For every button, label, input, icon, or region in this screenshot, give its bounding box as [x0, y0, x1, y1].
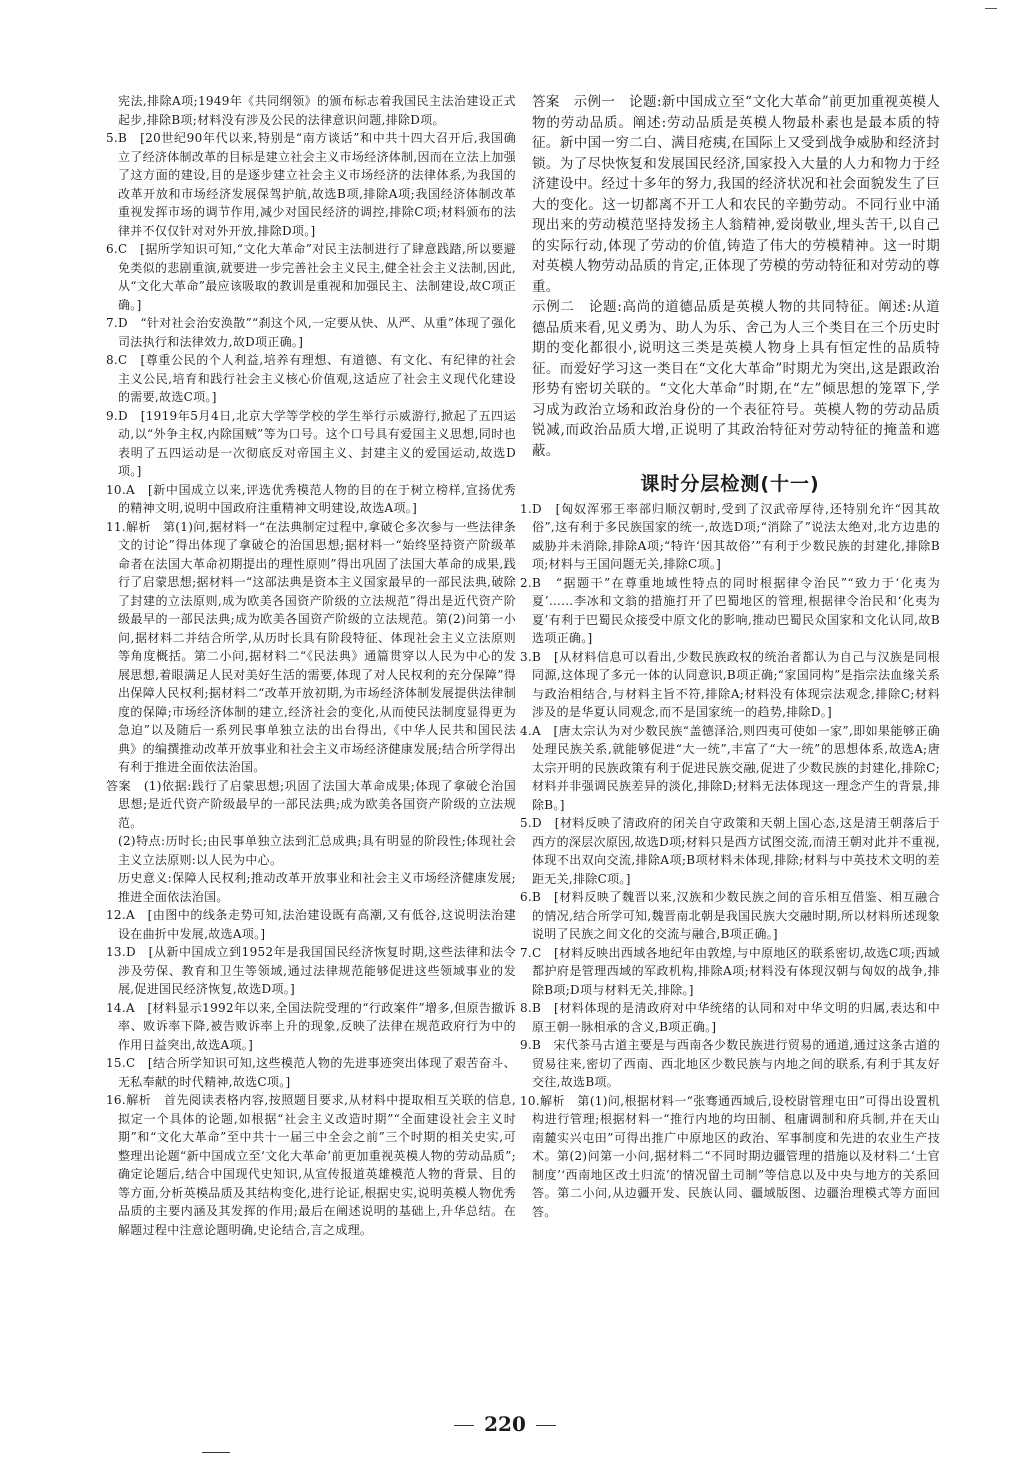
right-top-paragraph: 示例二 论题:高尚的道德品质是英模人物的共同特征。阐述:从道德品质来看,见义勇为、助人为乐、舍己为人三个类目在三个历史时期的变化都很小,说明这三类是英模人物身上具有恒定性的品质特征。而爱好学习这一类目在“文化大革命”时期尤为突出,这是跟政治形势有密切关联的。“文化大革命”时期,在“左”倾思想的笼罩下,学习成为政治立场和政治身份的一个表征符号。英模人物的劳动品质锐减,而政治品质大增,正说明了其政治特征对劳动特征的掩盖和遮蔽。 [532, 299, 940, 459]
footer-mark [202, 1452, 230, 1453]
right-paragraph: 3.B [从材料信息可以看出,少数民族政权的统治者都认为自己与汉族是同根同源,这体现了多元一体的认同意识,B项正确;“家国同构”是指宗法血缘关系与政治相结合,与材料主旨不符,排除A;材料没有体现宗法观念,排除C;材料涉及的是华夏认同观念,而不是国家统一的趋势,排除D。] [520, 649, 940, 719]
section-title: 课时分层检测(十一) [640, 473, 820, 495]
left-paragraph: 13.D [从新中国成立到1952年是我国国民经济恢复时期,这些法律和法令涉及劳保、教育和卫生等领域,通过法律规范能够促进这些领域事业的发展,促进国民经济恢复,故选D项。] [106, 945, 516, 996]
right-questions-block [520, 500, 940, 1222]
right-paragraph: 1.D [匈奴浑邪王率部归顺汉朝时,受到了汉武帝厚待,还特别允许“因其故俗”,这有利于多民族国家的统一,故选D项;“消除了”说法太绝对,北方边患的威胁并未消除,排除A项;“特许‘因其故俗’”有利于少数民族的封建化,排除B项;材料与王国问题无关,排除C项。] [520, 501, 940, 571]
page-number-text: 220 [484, 1412, 526, 1436]
left-paragraph: 历史意义:保障人民权利;推动改革开放事业和社会主义市场经济健康发展;推进全面依法治国。 [118, 871, 516, 904]
left-paragraph: (2)特点:历时长;由民事单独立法到汇总成典;具有明显的阶段性;体现社会主义立法原则:以人民为中心。 [118, 834, 516, 867]
left-paragraph: 7.D “针对社会治安涣散”“刹这个风,一定要从快、从严、从重”体现了强化司法执行和法律效力,故D项正确。] [106, 316, 516, 349]
left-paragraph: 5.B [20世纪90年代以来,特别是“南方谈话”和中共十四大召开后,我国确立了经济体制改革的目标是建立社会主义市场经济体制,因而在立法上加强了这方面的建设,目的是逐步建立社会主义市场经济的法律体系,为我国的改革开放和市场经济发展保驾护航,故选B项,排除A项;我国经济体制改革重视发挥市场的调节作用,减少对国民经济的调控,排除C项;材料颁布的法律并不仅仅针对对外开放,排除D项。] [106, 131, 516, 238]
left-paragraph: 15.C [结合所学知识可知,这些模范人物的先进事迹突出体现了艰苦奋斗、无私奉献的时代精神,故选C项。] [106, 1056, 516, 1089]
left-paragraph: 宪法,排除A项;1949年《共同纲领》的颁布标志着我国民主法治建设正式起步,排除B项;材料没有涉及公民的法律意识问题,排除D项。 [118, 94, 516, 127]
page-number [0, 1412, 1010, 1436]
left-paragraph: 12.A [由图中的线条走势可知,法治建设既有高潮,又有低谷,这说明法治建设在曲折中发展,故选A项。] [106, 908, 516, 941]
right-paragraph: 5.D [材料反映了清政府的闭关自守政策和天朝上国心态,这是清王朝落后于西方的深层次原因,故选D项;材料只是西方试图交流,而清王朝对此并不重视,体现不出双向交流,排除A项;B项材料未体现,排除;材料与中英技术文明的差距无关,排除C项。] [520, 816, 940, 886]
page-number-dash-left [454, 1425, 474, 1426]
left-paragraph: 9.D [1919年5月4日,北京大学等学校的学生举行示威游行,掀起了五四运动,以“外争主权,内除国贼”等为口号。这个口号具有爱国主义思想,同时也表明了五四运动是一次彻底反对帝国主义、封建主义的爱国运动,故选D项。] [106, 408, 516, 478]
corner-mark [985, 8, 997, 9]
right-paragraph: 2.B “据题干”在尊重地域性特点的同时根据律令治民”“致力于‘化夷为夏’……李冰和文翁的措施打开了巴蜀地区的管理,根据律令治民和‘化夷为夏’有利于巴蜀民众接受中原文化的影响,推动巴蜀民众国家和文化认同,故B选项正确。] [520, 575, 940, 645]
right-paragraph: 10.解析 第(1)问,根据材料一“张骞通西域后,设校尉管理屯田”可得出设置机构进行管理;根据材料一“推行内地的均田制、租庸调制和府兵制,并在天山南麓实兴屯田”可得出推广中原地区的政治、军事制度和先进的农业生产技术。第(2)问第一小问,据材料二“不同时期边疆管理的措施以及材料二‘土官制度’‘西南地区改土归流’的情况留土司制”等信息以及中央与地方的关系回答。第二小问,从边疆开发、民族认同、疆域版图、边疆治理模式等方面回答。 [520, 1093, 940, 1219]
right-paragraph: 7.C [材料反映出西域各地纪年由敦煌,与中原地区的联系密切,故选C项;西域都护府是管理西域的军政机构,排除A项;材料没有体现汉朝与匈奴的战争,排除B项;D项与材料无关,排除。] [520, 945, 940, 997]
right-paragraph: 4.A [唐太宗认为对少数民族“盖德泽洽,则四夷可使如一家”,即如果能够正确处理民族关系,就能够促进“大一统”,丰富了“大一统”的思想体系,故选A;唐太宗开明的民族政策有利于促进民族交融,促进了少数民族的封建化,排除C;材料并非强调民族差异的淡化,排除D;材料无法体现这一理念产生的背景,排除B。] [520, 723, 940, 812]
left-paragraph: 10.A [新中国成立以来,评选优秀模范人物的目的在于树立榜样,宣扬优秀的精神文明,说明中国政府注重精神文明建设,故选A项。] [106, 482, 516, 515]
left-paragraph: 11.解析 第(1)问,据材料一“在法典制定过程中,拿破仑多次参与一些法律条文的讨论”得出体现了拿破仑的治国思想;据材料一“始终坚持资产阶级革命者在法国大革命初期提出的理性原则”得出巩固了法国大革命的成果,践行了启蒙思想;据材料一“这部法典是资本主义国家最早的一部民法典,破除了封建的立法原则,成为欧美各国资产阶级的立法规范”得出是近代资产阶级最早的一部民法典;成为欧美各国资产阶级的立法规范。第(2)问第一小问,据材料二并结合所学,从历时长具有阶段特征、体现社会主义立法原则等角度概括。第二小问,据材料二“《民法典》通篇贯穿以人民为中心的发展思想,着眼满足人民对美好生活的需要,体现了对人民权利的充分保障”得出保障人民权利;据材料二“改革开放初期,为市场经济体制发展提供法律制度的保障;市场经济体制的建立,经济社会的变化,从而使民法制度显得更为急迫”以及随后一系列民事单独立法的出台得出,《中华人民共和国民法典》的编撰推动改革开放事业和社会主义市场经济健康发展;结合所学得出有利于推进全面依法治国。 [106, 519, 516, 774]
right-top-paragraph: 答案 示例一 论题:新中国成立至“文化大革命”前更加重视英模人物的劳动品质。阐述:劳动品质是英模人物最朴素也是最本质的特征。新中国一穷二白、满目疮痍,在国际上又受到战争威胁和经济封锁。为了尽快恢复和发展国民经济,国家投入大量的人力和物力于经济建设中。经过十多年的努力,我国的经济状况和社会面貌发生了巨大的变化。这一切都离不开工人和农民的辛勤劳动。不同行业中涌现出来的劳动模范坚持发扬主人翁精神,爱岗敬业,埋头苦干,以自己的实际行动,体现了劳动的价值,铸造了伟大的劳模精神。这一时期对英模人物劳动品质的肯定,正体现了劳模的劳动特征和对劳动的尊重。 [532, 94, 940, 295]
left-paragraph: 14.A [材料显示1992年以来,全国法院受理的“行政案件”增多,但原告撤诉率、败诉率下降,被告败诉率上升的现象,反映了法律在规范政府行为中的作用日益突出,故选A项。] [106, 1000, 516, 1052]
left-paragraph: 8.C [尊重公民的个人利益,培养有理想、有道德、有文化、有纪律的社会主义公民,培育和践行社会主义核心价值观,这适应了社会主义现代化建设的需要,故选C项。] [106, 353, 516, 404]
left-column [106, 92, 516, 1239]
right-paragraph: 9.B 宋代茶马古道主要是与西南各少数民族进行贸易的通道,通过这条古道的贸易往来,密切了西南、西北地区少数民族与内地之间的联系,有利于其友好交往,故选B项。 [520, 1038, 940, 1089]
left-paragraph: 6.C [据所学知识可知,“文化大革命”对民主法制进行了肆意践踏,所以要避免类似的悲剧重演,就要进一步完善社会主义民主,健全社会主义法制,因此,从“文化大革命”最应该吸取的教训是重视和加强民主、法制建设,故C项正确。] [106, 242, 516, 312]
right-answer-block [520, 92, 940, 461]
left-paragraph: 16.解析 首先阅读表格内容,按照题目要求,从材料中提取相互关联的信息,拟定一个具体的论题,如根据“社会主义改造时期”“全面建设社会主义时期”和“文化大革命”至中共十一届三中全会之前”三个时期的相关史实,可整理出论题“新中国成立至‘文化大革命’前更加重视英模人物的劳动品质”;确定论题后,结合中国现代史知识,从宣传报道英雄模范人物的背景、目的等方面,分析英模品质及其结构变化,进行论证,根据史实,说明英模人物优秀品质的主要内涵及其发挥的作用;最后在阐述说明的基础上,升华总结。在解题过程中注意论题明确,史论结合,言之成理。 [106, 1093, 516, 1237]
right-paragraph: 6.B [材料反映了魏晋以来,汉族和少数民族之间的音乐相互借鉴、相互融合的情况,结合所学可知,魏晋南北朝是我国民族大交融时期,所以材料所述现象说明了民族之间文化的交流与融合,B项正确。] [520, 890, 940, 941]
page-number-dash-right [536, 1425, 556, 1426]
right-column [520, 92, 940, 1221]
left-paragraph: 答案 (1)依据:践行了启蒙思想;巩固了法国大革命成果;体现了拿破仑治国思想;是近代资产阶级最早的一部民法典;成为欧美各国资产阶级的立法规范。 [106, 778, 516, 830]
right-paragraph: 8.B [材料体现的是清政府对中华统绪的认同和对中华文明的归属,表达和中原王朝一脉相承的含义,B项正确。] [520, 1001, 940, 1034]
